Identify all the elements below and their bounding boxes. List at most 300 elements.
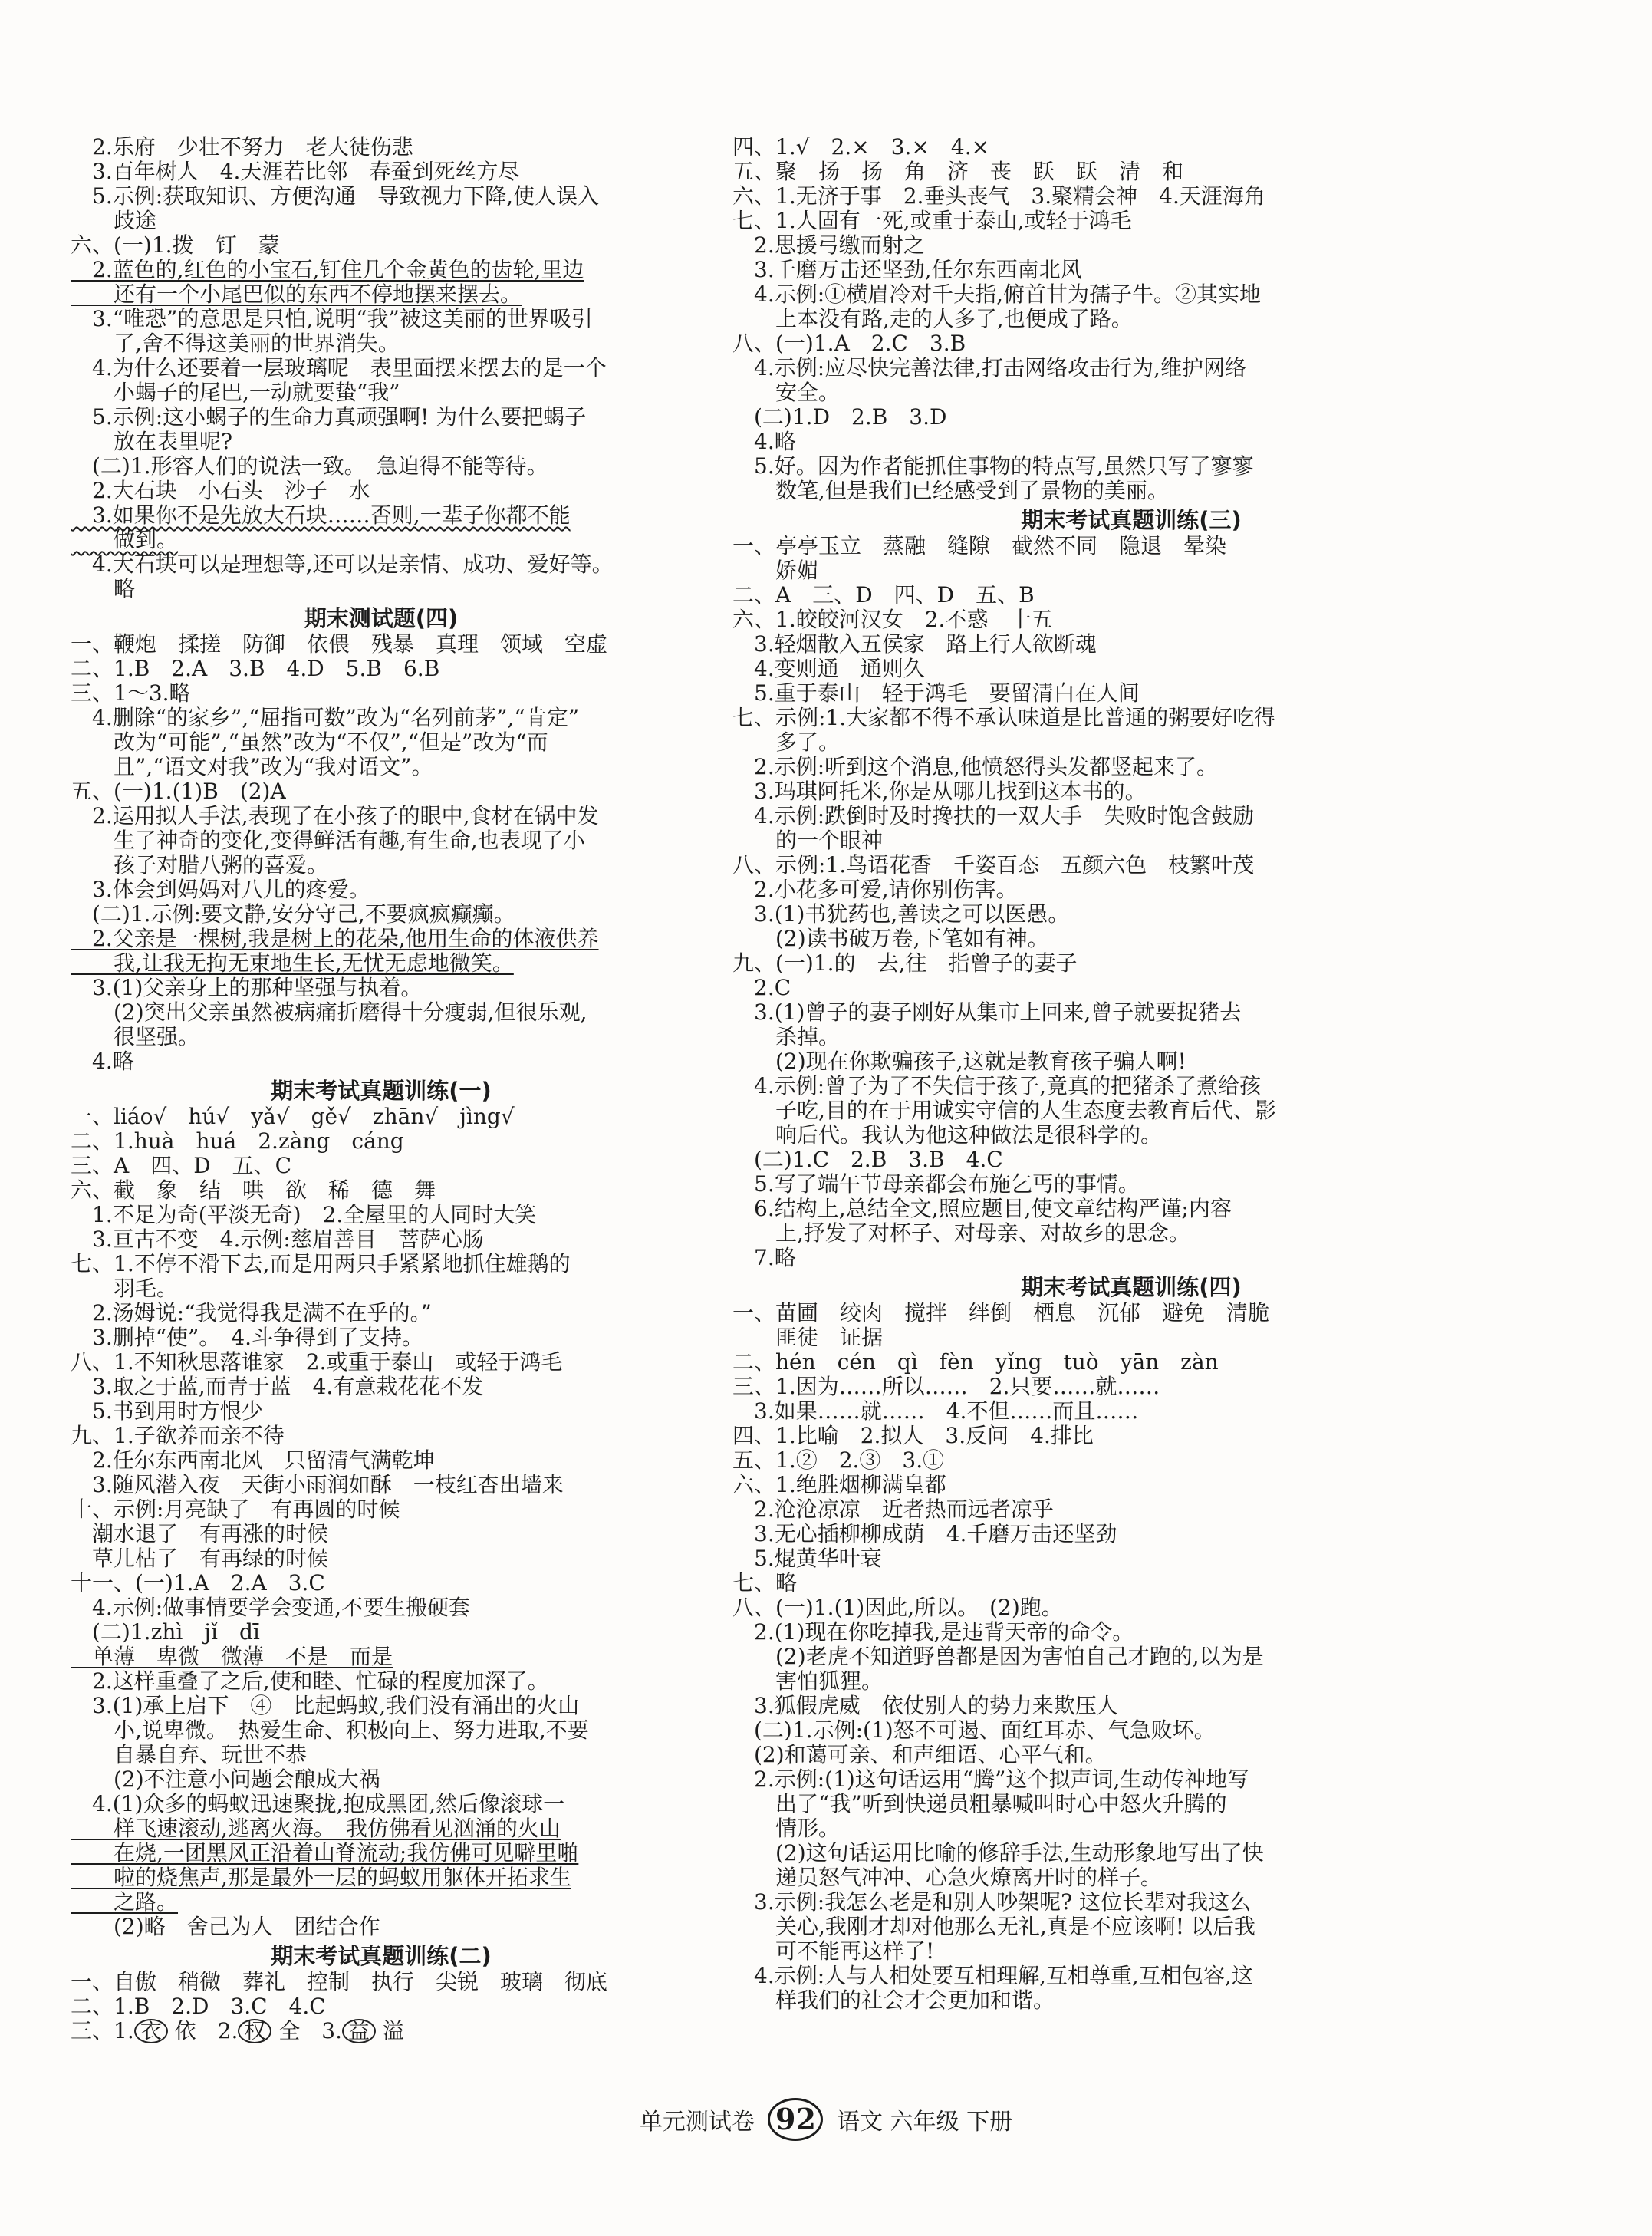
answer-text: 5.示例:这小蝎子的生命力真顽强啊! 为什么要把蝎子 [71, 404, 587, 430]
answer-line [732, 1890, 1530, 1915]
section-heading: 期末考试真题训练(一) [271, 1078, 492, 1104]
answer-line [732, 1497, 1530, 1522]
answer-text: 2.这样重叠了之后,使和睦、忙碌的程度加深了。 [71, 1668, 549, 1694]
answer-text: 3.(1)曾子的妻子刚好从集市上回来,曾子就要捉猪去 [732, 999, 1242, 1025]
answer-text: 3.删掉“使”。 4.斗争得到了支持。 [71, 1325, 424, 1350]
answer-text: 六、1.无济于事 2.垂头丧气 3.聚精会神 4.天涯海角 [732, 183, 1265, 209]
answer-line [732, 1620, 1530, 1645]
answer-line [71, 160, 692, 184]
answer-text: 五、(一)1.(1)B (2)A [71, 779, 286, 804]
answer-line [732, 1546, 1530, 1571]
answer-line [732, 828, 1530, 853]
answer-line [732, 184, 1530, 209]
answer-line [71, 1178, 692, 1203]
answer-line [732, 307, 1530, 331]
answer-line [71, 1522, 692, 1546]
answer-line [71, 1049, 692, 1074]
answer-line [732, 902, 1530, 927]
answer-line [732, 331, 1530, 356]
circled-char: 益 [342, 2019, 376, 2043]
answer-text: 5.示例:获取知识、方便沟通 导致视力下降,使人误入 [71, 183, 600, 209]
answer-line [732, 1841, 1530, 1866]
answer-text: 4.示例:人与人相处要互相理解,互相尊重,互相包容,这 [732, 1963, 1253, 1988]
left-answer-column [71, 135, 692, 2043]
answer-text: 7.略 [732, 1245, 796, 1270]
answer-line [71, 632, 692, 657]
answer-text: 2.小花多可爱,请你别伤害。 [732, 877, 1018, 902]
answer-line [732, 1399, 1530, 1424]
answer-line [732, 1172, 1530, 1197]
answer-text: 七、1.不停不滑下去,而是用两只手紧紧地抓住雄鹅的 [71, 1251, 571, 1276]
answer-text: 九、1.子欲养而亲不待 [71, 1423, 285, 1448]
answer-text: 孩子对腊八粥的喜爱。 [71, 852, 329, 878]
answer-text: 4.(1)众多的蚂蚁迅速聚拢,抱成黑团,然后像滚球一 [71, 1791, 565, 1816]
answer-line [732, 1866, 1530, 1890]
answer-text: (2)这句话运用比喻的修辞手法,生动形象地写出了快 [732, 1840, 1264, 1866]
answer-text: (2)不注意小问题会酿成大祸 [71, 1767, 380, 1792]
answer-text: 多了。 [732, 729, 841, 755]
answer-line [71, 1767, 692, 1792]
answer-text: 做到。 [71, 527, 179, 552]
answer-line [732, 1939, 1530, 1964]
answer-line [71, 1792, 692, 1816]
answer-text: 五、聚 扬 扬 角 济 丧 跃 跃 清 和 [732, 159, 1184, 184]
answer-line [732, 282, 1530, 307]
answer-line [71, 1301, 692, 1325]
answer-line [71, 706, 692, 730]
answer-line [71, 927, 692, 951]
answer-text: (二)1.zhì jǐ dī [71, 1619, 260, 1645]
answer-line [732, 1350, 1530, 1375]
answer-line [732, 1694, 1530, 1718]
answer-line [71, 1890, 692, 1915]
answer-text: 三、1～3.略 [71, 680, 191, 706]
answer-text: (2)突出父亲虽然被病痛折磨得十分瘦弱,但很乐观, [71, 999, 587, 1025]
answer-line [732, 1074, 1530, 1098]
answer-line [71, 1595, 692, 1620]
answer-text: (二)1.示例:(1)怒不可遏、面红耳赤、气急败坏。 [732, 1717, 1216, 1743]
answer-line [71, 1669, 692, 1694]
answer-text: 二、1.B 2.A 3.B 4.D 5.B 6.B [71, 656, 440, 681]
answer-text: 三、A 四、D 五、C [71, 1153, 292, 1178]
answer-line [732, 1792, 1530, 1816]
answer-line [71, 1866, 692, 1890]
answer-text: 六、截 象 结 哄 欲 稀 德 舞 [71, 1177, 436, 1203]
answer-text: (二)1.D 2.B 3.D [732, 404, 947, 430]
answer-text: 八、1.不知秋思落谁家 2.或重于泰山 或轻于鸿毛 [71, 1349, 563, 1375]
answer-text: 十一、(一)1.A 2.A 3.C [71, 1570, 325, 1595]
answer-line [71, 307, 692, 331]
answer-line [732, 1448, 1530, 1473]
answer-line [732, 405, 1530, 430]
answer-line [732, 1964, 1530, 1988]
answer-text: 2.沧沧凉凉 近者热而远者凉乎 [732, 1497, 1054, 1522]
answer-line [71, 1497, 692, 1522]
answer-text: 4.变则通 通则久 [732, 656, 925, 681]
answer-text: 4.示例:应尽快完善法律,打击网络攻击行为,维护网络 [732, 355, 1246, 380]
answer-text: 潮水退了 有再涨的时候 [71, 1521, 329, 1546]
answer-text: 4.大石块可以是理想等,还可以是亲情、成功、爱好等。 [71, 552, 614, 577]
answer-line [71, 1546, 692, 1571]
answer-text: 之路。 [71, 1889, 179, 1915]
answer-text: 4.示例:做事情要学会变通,不要生搬硬套 [71, 1595, 471, 1620]
answer-text: 4.为什么还要着一层玻璃呢 表里面摆来摆去的是一个 [71, 355, 607, 380]
answer-line [71, 853, 692, 878]
answer-line [732, 1375, 1530, 1399]
answer-line [71, 681, 692, 706]
answer-text: 2.运用拟人手法,表现了在小孩子的眼中,食材在锅中发 [71, 803, 599, 828]
answer-line [71, 356, 692, 380]
answer-line [71, 1252, 692, 1276]
answer-line [71, 1129, 692, 1154]
answer-text: 放在表里呢? [71, 429, 233, 454]
answer-text: 2.蓝色的,红色的小宝石,钉住几个金黄色的齿轮,里边 [71, 257, 584, 282]
answer-line [71, 258, 692, 282]
answer-line [732, 1246, 1530, 1270]
answer-line [732, 755, 1530, 779]
footer-series: 单元测试卷 [639, 2109, 755, 2136]
answer-text: 杀掉。 [732, 1024, 841, 1049]
answer-line [71, 1473, 692, 1497]
answer-text: 3.百年树人 4.天涯若比邻 春蚕到死丝方尽 [71, 159, 520, 184]
answer-line [71, 552, 692, 577]
answer-text: 一、亭亭玉立 蒸融 缝隙 截然不同 隐退 晕染 [732, 533, 1227, 558]
answer-text: 改为“可能”,“虽然”改为“不仅”,“但是”改为“而 [71, 729, 548, 755]
answer-line [732, 583, 1530, 608]
answer-text: 八、(一)1.A 2.C 3.B [732, 331, 966, 356]
answer-line [732, 1669, 1530, 1694]
answer-text: 4.略 [71, 1049, 134, 1074]
answer-text: 样飞速滚动,逃离火海。 我仿佛看见汹涌的火山 [71, 1816, 561, 1841]
answer-line [71, 1025, 692, 1049]
answer-line [732, 1767, 1530, 1792]
answer-line [71, 528, 692, 552]
answer-text: 八、示例:1.鸟语花香 千姿百态 五颜六色 枝繁叶茂 [732, 852, 1255, 878]
answer-line [732, 135, 1530, 160]
answer-text: 娇媚 [732, 558, 819, 583]
answer-text: 一、苗圃 绞肉 搅拌 绊倒 栖息 沉郁 避免 清脆 [732, 1300, 1270, 1325]
answer-line [71, 1970, 692, 1994]
column-divider [707, 135, 708, 2022]
footer-grade: 六年级 [890, 2109, 959, 2136]
answer-text: 响后代。我认为他这种做法是很科学的。 [732, 1122, 1163, 1148]
answer-text: 数笔,但是我们已经感受到了景物的美丽。 [732, 478, 1169, 503]
answer-line [732, 681, 1530, 706]
section-heading: 期末考试真题训练(二) [271, 1943, 492, 1969]
answer-line [732, 1301, 1530, 1325]
answer-line [732, 657, 1530, 681]
answer-line [71, 331, 692, 356]
answer-text: 2.汤姆说:“我觉得我是满不在乎的。” [71, 1300, 432, 1325]
answer-line [71, 1694, 692, 1718]
answer-line [732, 1595, 1530, 1620]
answer-line [71, 1227, 692, 1252]
answer-line [71, 657, 692, 681]
answer-line [71, 1000, 692, 1025]
answer-text: 可不能再这样了! [732, 1938, 935, 1964]
answer-line [71, 1105, 692, 1129]
answer-text: 样我们的社会才会更加和谐。 [732, 1987, 1055, 2013]
answer-text: 4.示例:曾子为了不失信于孩子,竟真的把猪杀了煮给孩 [732, 1073, 1262, 1098]
answer-line [71, 135, 692, 160]
answer-line [732, 1718, 1530, 1743]
answer-text: 2.示例:(1)这句话运用“腾”这个拟声词,生动传神地写 [732, 1767, 1249, 1792]
answer-text: 2.(1)现在你吃掉我,是违背天帝的命令。 [732, 1619, 1134, 1645]
answer-text: 3.狐假虎威 依仗别人的势力来欺压人 [732, 1693, 1118, 1718]
answer-text: (二)1.C 2.B 3.B 4.C [732, 1147, 1003, 1172]
answer-text: 啦的烧焦声,那是最外一层的蚂蚁用躯体开拓求生 [71, 1865, 571, 1890]
answer-text: 3.示例:我怎么老是和别人吵架呢? 这位长辈对我这么 [732, 1889, 1252, 1915]
answer-line [732, 804, 1530, 828]
answer-line [71, 479, 692, 503]
page-footer [0, 2098, 1652, 2141]
answer-line [71, 1375, 692, 1399]
answer-text: 四、1.√ 2.× 3.× 4.× [732, 134, 990, 160]
answer-text: 六、1.皎皎河汉女 2.不惑 十五 [732, 607, 1053, 632]
answer-line [71, 1399, 692, 1424]
answer-text: (2)老虎不知道野兽都是因为害怕自己才跑的,以为是 [732, 1644, 1264, 1669]
answer-text: 歧途 [71, 208, 157, 233]
answer-line [732, 1988, 1530, 2013]
answer-line [732, 1571, 1530, 1595]
answer-line [732, 608, 1530, 632]
answer-line [71, 1448, 692, 1473]
answer-text: 还有一个小尾巴似的东西不停地摆来摆去。 [71, 282, 522, 307]
answer-text: 二、1.huà huá 2.zàng cáng [71, 1128, 404, 1154]
answer-text: 3.随风潜入夜 天街小雨润如酥 一枝红杏出墙来 [71, 1472, 564, 1497]
answer-line [732, 380, 1530, 405]
answer-line [732, 1148, 1530, 1172]
answer-text: 且”,“语文对我”改为“我对语文”。 [71, 754, 433, 779]
answer-text: 九、(一)1.的 去,往 指曾子的妻子 [732, 950, 1078, 976]
answer-text: 3.亘古不变 4.示例:慈眉善目 菩萨心肠 [71, 1227, 484, 1252]
answer-text: 2.C [732, 975, 791, 1000]
answer-text: 5.书到用时方恨少 [71, 1398, 263, 1424]
answer-line [732, 209, 1530, 233]
answer-text: 2.乐府 少壮不努力 老大徒伤悲 [71, 134, 413, 160]
answer-line [71, 209, 692, 233]
answer-text: 3.千磨万击还坚劲,任尔东西南北风 [732, 257, 1082, 282]
answer-line [732, 730, 1530, 755]
answer-text: 递员怒气冲冲、心急火燎离开时的样子。 [732, 1865, 1163, 1890]
circled-char: 权 [238, 2019, 271, 2043]
answer-line [732, 1816, 1530, 1841]
answer-text: 六、1.绝胜烟柳满皇都 [732, 1472, 946, 1497]
answer-line [732, 160, 1530, 184]
answer-text: 5.焜黄华叶衰 [732, 1546, 882, 1571]
footer-volume: 下册 [966, 2109, 1013, 2136]
answer-text: 4.略 [732, 429, 796, 454]
answer-line [732, 1025, 1530, 1049]
answer-line [732, 1325, 1530, 1350]
answer-line [732, 976, 1530, 1000]
answer-text: 3.无心插柳柳成荫 4.千磨万击还坚劲 [732, 1521, 1117, 1546]
answer-text: 一、鞭炮 揉搓 防御 依偎 残暴 真理 领域 空虚 [71, 631, 608, 657]
answer-text: 3.(1)承上启下 ④ 比起蚂蚁,我们没有涌出的火山 [71, 1693, 580, 1718]
answer-text: 2.思援弓缴而射之 [732, 232, 925, 258]
answer-line [71, 1743, 692, 1767]
section-heading: 期末测试题(四) [304, 605, 459, 631]
answer-text: 匪徒 证据 [732, 1325, 884, 1350]
answer-text: 羽毛。 [71, 1276, 179, 1301]
answer-line [732, 1743, 1530, 1767]
answer-line [71, 755, 692, 779]
answer-line [71, 730, 692, 755]
answer-line [732, 1645, 1530, 1669]
answer-line [732, 258, 1530, 282]
answer-line [71, 902, 692, 927]
answer-text: (二)1.形容人们的说法一致。 急迫得不能等待。 [71, 453, 548, 479]
answer-text: 2.父亲是一棵树,我是树上的花朵,他用生命的体液供养 [71, 926, 599, 951]
answer-text: (2)现在你欺骗孩子,这就是教育孩子骗人啊! [732, 1049, 1186, 1074]
answer-line [71, 405, 692, 430]
answer-line [71, 1203, 692, 1227]
answer-text: (2)和蔼可亲、和声细语、心平气和。 [732, 1742, 1107, 1767]
answer-line [71, 233, 692, 258]
answer-line [732, 1221, 1530, 1246]
section-heading: 期末考试真题训练(三) [1021, 507, 1242, 533]
answer-line [71, 1424, 692, 1448]
answer-text: 上,抒发了对杯子、对母亲、对故乡的思念。 [732, 1220, 1190, 1246]
answer-line [71, 1841, 692, 1866]
answer-text: 五、1.② 2.③ 3.① [732, 1447, 945, 1473]
answer-text: 1.不足为奇(平淡无奇) 2.全屋里的人同时大笑 [71, 1202, 537, 1227]
answer-line [71, 1718, 692, 1743]
answer-line [71, 1994, 692, 2019]
answer-line [732, 632, 1530, 657]
answer-line [732, 878, 1530, 902]
answer-text: 5.写了端午节母亲都会布施乞丐的事情。 [732, 1171, 1140, 1197]
answer-line [71, 1325, 692, 1350]
answer-line [732, 1424, 1530, 1448]
answer-line [71, 951, 692, 976]
answer-line [71, 1816, 692, 1841]
answer-text: 3.轻烟散入五侯家 路上行人欲断魂 [732, 631, 1097, 657]
answer-line [71, 503, 692, 528]
answer-text: 小,说卑微。 热爱生命、积极向上、努力进取,不要 [71, 1717, 589, 1743]
answer-text: 单薄 卑微 微薄 不是 而是 [71, 1644, 393, 1669]
answer-text: 2.任尔东西南北风 只留清气满乾坤 [71, 1447, 435, 1473]
answer-line [732, 1049, 1530, 1074]
answer-text: (二)1.示例:要文静,安分守己,不要疯疯癫癫。 [71, 901, 515, 927]
answer-text: 上本没有路,走的人多了,也便成了路。 [732, 306, 1133, 331]
answer-text: 很坚强。 [71, 1024, 200, 1049]
answer-line [732, 356, 1530, 380]
answer-text: 6.结构上,总结全文,照应题目,使文章结构严谨;内容 [732, 1196, 1232, 1221]
answer-line [732, 1123, 1530, 1148]
answer-line [71, 184, 692, 209]
answer-text: (2)读书破万卷,下笔如有神。 [732, 926, 1049, 951]
answer-text: 略 [71, 576, 136, 601]
answer-text: 3.(1)父亲身上的那种坚强与执着。 [71, 975, 423, 1000]
answer-text: 2.大石块 小石头 沙子 水 [71, 478, 370, 503]
answer-text: 草儿枯了 有再绿的时候 [71, 1546, 329, 1571]
answer-text: (2)略 舍己为人 团结合作 [71, 1914, 380, 1939]
answer-text: 八、(一)1.(1)因此,所以。 (2)跑。 [732, 1595, 1063, 1620]
answer-line [71, 976, 692, 1000]
answer-line [732, 1098, 1530, 1123]
answer-line [71, 577, 692, 601]
answer-text: 5.好。因为作者能抓住事物的特点写,虽然只写了寥寥 [732, 453, 1254, 479]
answer-line [71, 1154, 692, 1178]
answer-text: 的一个眼神 [732, 828, 884, 853]
answer-line [71, 454, 692, 479]
answer-text: 害怕狐狸。 [732, 1668, 884, 1694]
answer-line [732, 779, 1530, 804]
answer-line [71, 1645, 692, 1669]
answer-line [732, 534, 1530, 558]
answer-line [732, 1000, 1530, 1025]
answer-line [732, 927, 1530, 951]
answer-line [732, 430, 1530, 454]
answer-text: 二、A 三、D 四、D 五、B [732, 582, 1035, 608]
answer-text: 3.(1)书犹药也,善读之可以医愚。 [732, 901, 1070, 927]
answer-text: 3.取之于蓝,而青于蓝 4.有意栽花花不发 [71, 1374, 484, 1399]
answer-line [71, 779, 692, 804]
answer-text: 3.体会到妈妈对八儿的疼爱。 [71, 877, 370, 902]
answer-line [732, 706, 1530, 730]
answer-text: 一、liáo√ hú√ yǎ√ gě√ zhān√ jìng√ [71, 1104, 515, 1129]
answer-line [732, 951, 1530, 976]
page-number: 92 [768, 2098, 823, 2141]
answer-text: 我,让我无拘无束地生长,无忧无虑地微笑。 [71, 950, 514, 976]
answer-text: 七、1.人固有一死,或重于泰山,或轻于鸿毛 [732, 208, 1132, 233]
answer-text: 四、1.比喻 2.拟人 3.反问 4.排比 [732, 1423, 1094, 1448]
answer-text: 自暴自弃、玩世不恭 [71, 1742, 308, 1767]
answer-text: 3.“唯恐”的意思是只怕,说明“我”被这美丽的世界吸引 [71, 306, 593, 331]
answer-text: 出了“我”听到快递员粗暴喊叫时心中怒火升腾的 [732, 1791, 1227, 1816]
answer-text: 七、略 [732, 1570, 798, 1595]
answer-text: 一、自傲 稍微 葬礼 控制 执行 尖锐 玻璃 彻底 [71, 1969, 608, 1994]
answer-text: 关心,我刚才却对他那么无礼,真是不应该啊! 以后我 [732, 1914, 1255, 1939]
answer-text: 4.删除“的家乡”,“屈指可数”改为“名列前茅”,“肯定” [71, 705, 580, 730]
answer-line [71, 1620, 692, 1645]
answer-line [71, 828, 692, 853]
answer-line [71, 804, 692, 828]
answer-text: 子吃,目的在于用诚实守信的人生态度去教育后代、影 [732, 1098, 1276, 1123]
answer-text: 二、hén cén qì fèn yǐng tuò yān zàn [732, 1349, 1219, 1375]
answer-line [71, 1276, 692, 1301]
answer-text: 十、示例:月亮缺了 有再圆的时候 [71, 1497, 400, 1522]
answer-text: 小蝎子的尾巴,一动就要蛰“我” [71, 380, 400, 405]
answer-text: 5.重于泰山 轻于鸿毛 要留清白在人间 [732, 680, 1140, 706]
answer-text: 2.示例:听到这个消息,他愤怒得头发都竖起来了。 [732, 754, 1219, 779]
right-answer-column [732, 135, 1530, 2013]
answer-line [732, 479, 1530, 503]
answer-line [71, 878, 692, 902]
answer-text: 三、1.因为……所以…… 2.只要……就…… [732, 1374, 1160, 1399]
answer-line [732, 853, 1530, 878]
footer-subject: 语文 [837, 2109, 883, 2136]
answer-line [71, 380, 692, 405]
answer-line [732, 1915, 1530, 1939]
answer-text: 情形。 [732, 1816, 841, 1841]
answer-line [732, 233, 1530, 258]
answer-text: 安全。 [732, 380, 841, 405]
answer-line [71, 282, 692, 307]
answer-line [71, 1571, 692, 1595]
circled-char: 衣 [134, 2019, 168, 2043]
answer-text: 在烧,一团黑风正沿着山脊流动;我仿佛可见噼里啪 [71, 1840, 579, 1866]
answer-line [71, 430, 692, 454]
answer-text: 生了神奇的变化,变得鲜活有趣,有生命,也表现了小 [71, 828, 585, 853]
answer-line [732, 1522, 1530, 1546]
answer-line [732, 454, 1530, 479]
answer-line [71, 1915, 692, 1939]
answer-text: 4.示例:①横眉冷对千夫指,俯首甘为孺子牛。②其实地 [732, 282, 1262, 307]
answer-text: 六、(一)1.拨 钉 蒙 [71, 232, 280, 258]
answer-text: 4.示例:跌倒时及时搀扶的一双大手 失败时饱含鼓励 [732, 803, 1255, 828]
